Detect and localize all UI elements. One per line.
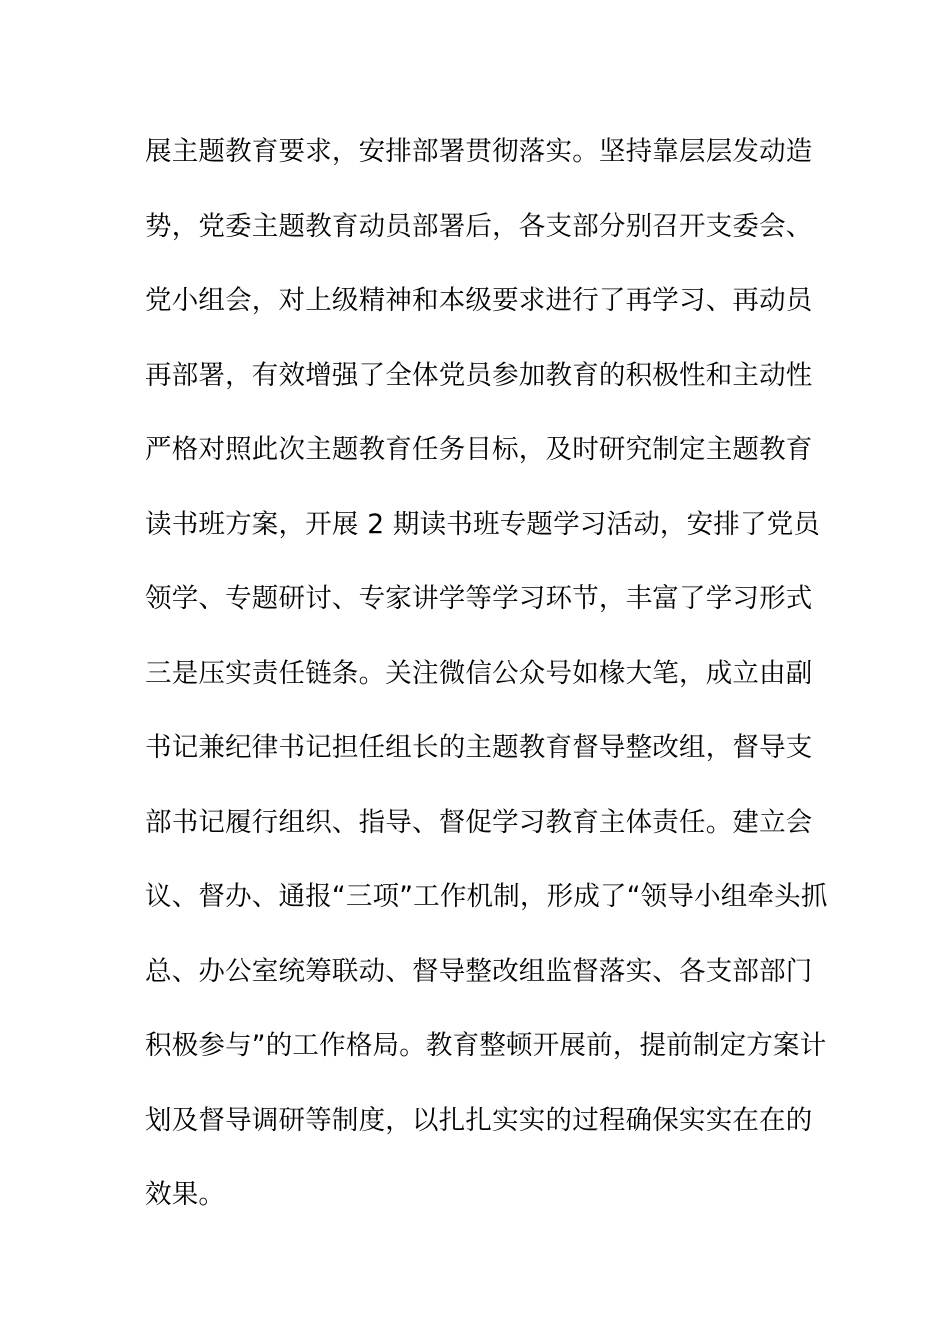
- text-line: 积极参与”的工作格局。教育整顿开展前，提前制定方案计: [145, 1030, 827, 1061]
- text-line: 领学、专题研讨、专家讲学等学习环节，丰富了学习形式: [145, 583, 813, 614]
- text-line: 效果。: [145, 1179, 226, 1210]
- text-line: 三是压实责任链条。关注微信公众号如椽大笔，成立由副: [145, 657, 813, 689]
- text-line: 势，党委主题教育动员部署后，各支部分别召开支委会、: [145, 210, 813, 242]
- body-text: [145, 130, 828, 1248]
- text-line: 总、办公室统筹联动、督导整改组监督落实、各支部部门: [145, 955, 813, 987]
- text-line: 展主题教育要求，安排部署贯彻落实。坚持靠层层发动造: [145, 136, 813, 167]
- text-line: 议、督办、通报“三项”工作机制，形成了“领导小组牵头抓: [145, 881, 828, 912]
- text-line: 书记兼纪律书记担任组长的主题教育督导整改组，督导支: [145, 732, 813, 763]
- text-line: 划及督导调研等制度，以扎扎实实的过程确保实实在在的: [145, 1104, 813, 1136]
- text-line: 读书班方案，开展 2 期读书班专题学习活动，安排了党员: [145, 508, 821, 540]
- text-line: 党小组会，对上级精神和本级要求进行了再学习、再动员: [145, 285, 813, 316]
- text-line: 严格对照此次主题教育任务目标，及时研究制定主题教育: [145, 434, 813, 465]
- text-line: 部书记履行组织、指导、督促学习教育主体责任。建立会: [145, 806, 813, 838]
- text-line: 再部署，有效增强了全体党员参加教育的积极性和主动性: [145, 359, 813, 391]
